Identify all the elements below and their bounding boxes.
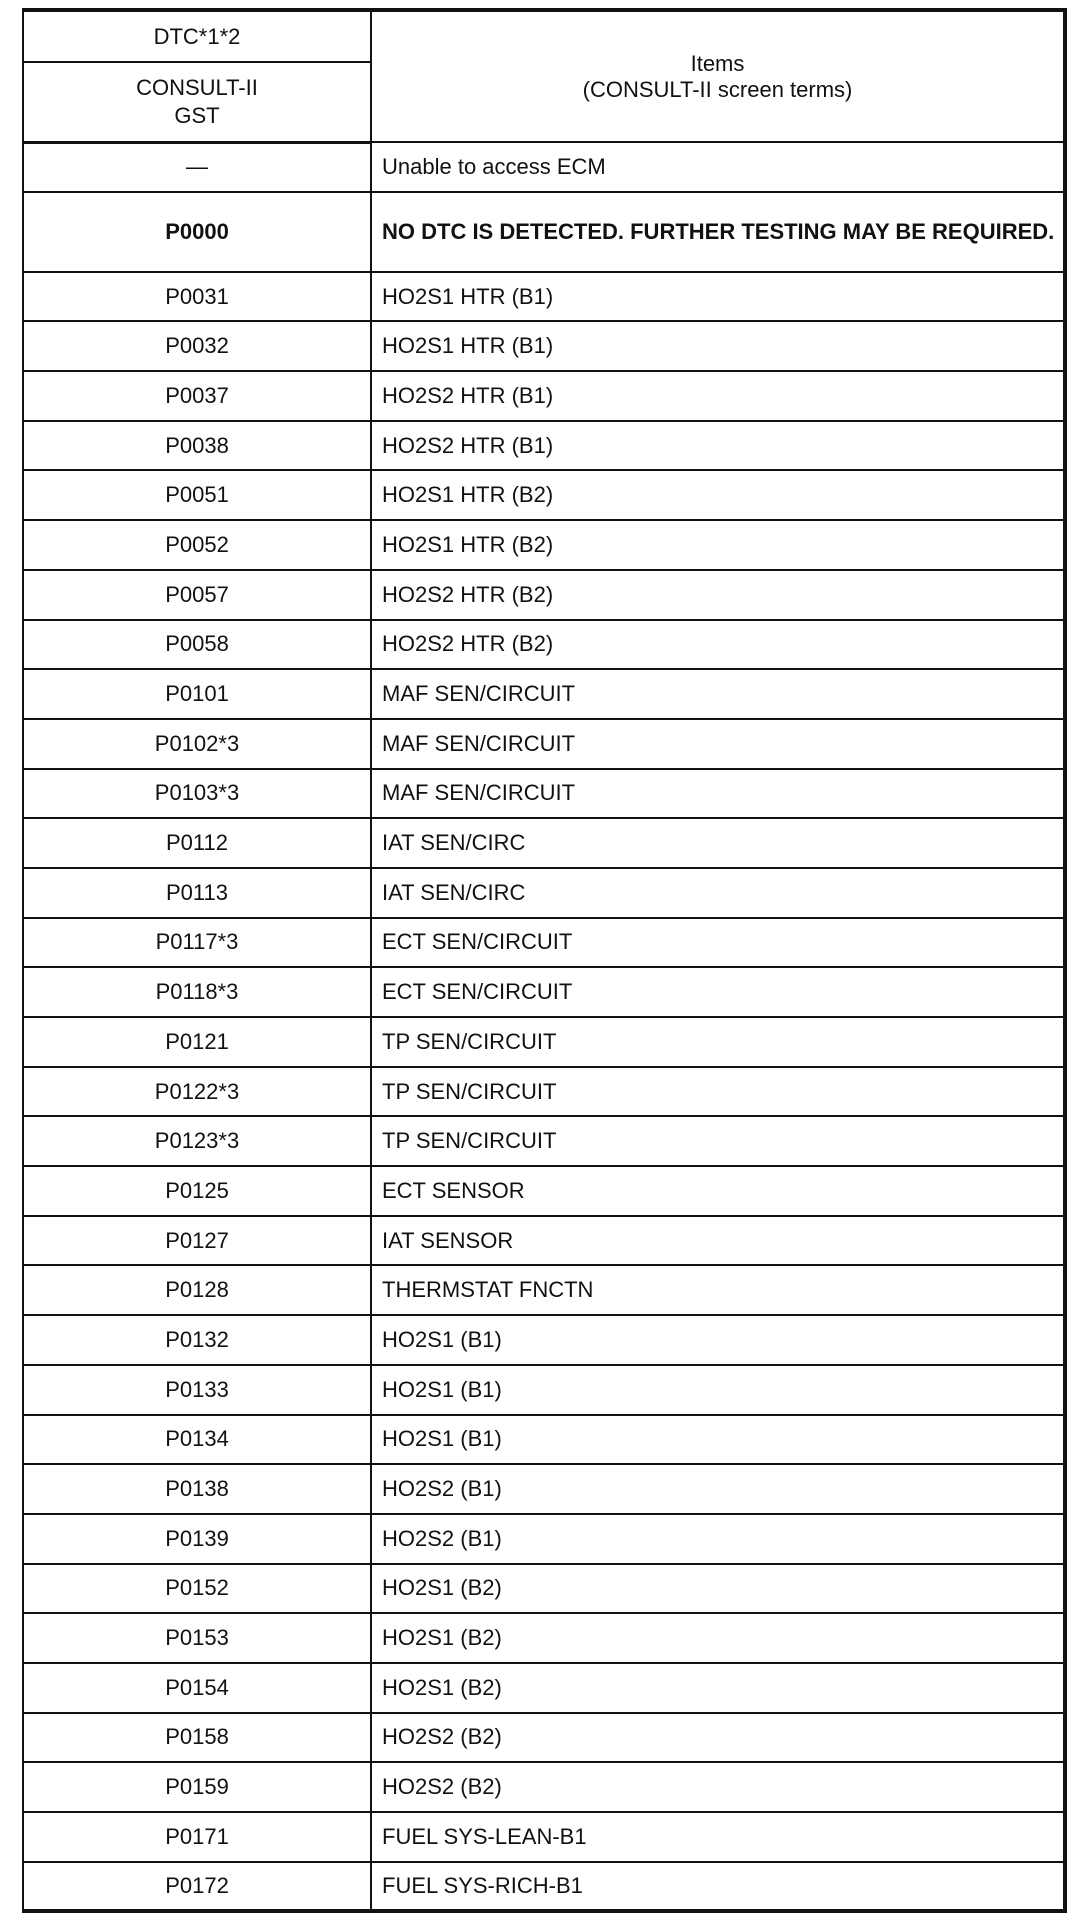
item-cell: HO2S2 HTR (B1) [371, 421, 1065, 471]
table-row [23, 421, 1065, 471]
table-row [23, 1315, 1065, 1365]
table-row [23, 470, 1065, 520]
table-row [23, 769, 1065, 819]
dtc-code-cell: P0052 [23, 520, 371, 570]
item-cell: MAF SEN/CIRCUIT [371, 769, 1065, 819]
item-cell: FUEL SYS-RICH-B1 [371, 1862, 1065, 1912]
item-cell: HO2S2 HTR (B2) [371, 570, 1065, 620]
table-row [23, 272, 1065, 322]
table-row [23, 719, 1065, 769]
dtc-code-cell: P0101 [23, 669, 371, 719]
item-cell: HO2S1 (B1) [371, 1415, 1065, 1465]
table-row [23, 669, 1065, 719]
dtc-code-cell: P0125 [23, 1166, 371, 1216]
item-cell: HO2S1 (B2) [371, 1613, 1065, 1663]
table-row [23, 1166, 1065, 1216]
dtc-code-cell: P0102*3 [23, 719, 371, 769]
table-row [23, 1812, 1065, 1862]
table-row [23, 620, 1065, 670]
table-row [23, 1514, 1065, 1564]
table-row [23, 1464, 1065, 1514]
header-dtc-label: DTC*1*2 [23, 10, 371, 62]
dtc-code-cell: P0139 [23, 1514, 371, 1564]
dtc-code-cell: P0171 [23, 1812, 371, 1862]
dtc-code-cell: P0000 [23, 192, 371, 272]
item-cell: ECT SEN/CIRCUIT [371, 967, 1065, 1017]
item-cell: Unable to access ECM [371, 142, 1065, 192]
table-row [23, 918, 1065, 968]
table-row [23, 1613, 1065, 1663]
item-cell: ECT SEN/CIRCUIT [371, 918, 1065, 968]
item-cell: HO2S1 (B1) [371, 1365, 1065, 1415]
table-row [23, 371, 1065, 421]
item-cell: HO2S1 HTR (B2) [371, 520, 1065, 570]
dtc-code-cell: P0057 [23, 570, 371, 620]
item-cell: HO2S1 HTR (B1) [371, 321, 1065, 371]
item-cell: HO2S1 (B2) [371, 1564, 1065, 1614]
dtc-code-cell: P0032 [23, 321, 371, 371]
item-cell: HO2S1 HTR (B1) [371, 272, 1065, 322]
item-cell: IAT SEN/CIRC [371, 818, 1065, 868]
table-row [23, 520, 1065, 570]
item-cell: HO2S2 (B1) [371, 1514, 1065, 1564]
table-row [23, 1116, 1065, 1166]
item-cell: HO2S1 (B2) [371, 1663, 1065, 1713]
header-row-dtc [23, 10, 1065, 62]
table-row [23, 1067, 1065, 1117]
dtc-code-cell: P0138 [23, 1464, 371, 1514]
item-cell: TP SEN/CIRCUIT [371, 1017, 1065, 1067]
header-gst-label: GST [174, 102, 220, 128]
item-cell: MAF SEN/CIRCUIT [371, 719, 1065, 769]
dtc-code-cell: P0113 [23, 868, 371, 918]
dtc-table [22, 8, 1067, 1913]
item-cell: HO2S2 (B2) [371, 1713, 1065, 1763]
table-row [23, 1216, 1065, 1266]
item-cell: TP SEN/CIRCUIT [371, 1067, 1065, 1117]
dtc-code-cell: P0121 [23, 1017, 371, 1067]
dtc-code-cell: P0134 [23, 1415, 371, 1465]
dtc-code-cell: P0038 [23, 421, 371, 471]
dtc-code-cell: P0103*3 [23, 769, 371, 819]
table-row [23, 142, 1065, 192]
dtc-code-cell: P0112 [23, 818, 371, 868]
dtc-code-cell: P0172 [23, 1862, 371, 1912]
dtc-code-cell: P0058 [23, 620, 371, 670]
table-row [23, 1564, 1065, 1614]
table-row [23, 321, 1065, 371]
table-row [23, 1017, 1065, 1067]
dtc-table-page [22, 8, 1064, 1913]
table-row [23, 967, 1065, 1017]
table-row [23, 570, 1065, 620]
table-row [23, 1713, 1065, 1763]
table-row [23, 192, 1065, 272]
header-consult [23, 62, 371, 142]
item-cell: TP SEN/CIRCUIT [371, 1116, 1065, 1166]
item-cell: NO DTC IS DETECTED. FURTHER TESTING MAY BE REQUIRED. [371, 192, 1065, 272]
table-row [23, 1762, 1065, 1812]
dtc-code-cell: P0158 [23, 1713, 371, 1763]
item-cell: HO2S1 (B1) [371, 1315, 1065, 1365]
item-cell: HO2S2 (B2) [371, 1762, 1065, 1812]
header-items-title: Items [690, 50, 745, 76]
header-items [371, 10, 1065, 142]
item-cell: THERMSTAT FNCTN [371, 1265, 1065, 1315]
dtc-code-cell: P0128 [23, 1265, 371, 1315]
dtc-code-cell: P0117*3 [23, 918, 371, 968]
dtc-code-cell: P0122*3 [23, 1067, 371, 1117]
dtc-code-cell: — [23, 142, 371, 192]
dtc-code-cell: P0037 [23, 371, 371, 421]
table-row [23, 1365, 1065, 1415]
item-cell: MAF SEN/CIRCUIT [371, 669, 1065, 719]
dtc-code-cell: P0127 [23, 1216, 371, 1266]
table-row [23, 1862, 1065, 1912]
dtc-code-cell: P0133 [23, 1365, 371, 1415]
item-cell: HO2S2 HTR (B2) [371, 620, 1065, 670]
item-cell: HO2S2 HTR (B1) [371, 371, 1065, 421]
table-row [23, 818, 1065, 868]
header-consult-label: CONSULT-II [136, 74, 258, 100]
dtc-code-cell: P0031 [23, 272, 371, 322]
table-row [23, 1663, 1065, 1713]
item-cell: ECT SENSOR [371, 1166, 1065, 1216]
item-cell: IAT SEN/CIRC [371, 868, 1065, 918]
dtc-code-cell: P0152 [23, 1564, 371, 1614]
item-cell: IAT SENSOR [371, 1216, 1065, 1266]
table-row [23, 1415, 1065, 1465]
dtc-code-cell: P0159 [23, 1762, 371, 1812]
item-cell: HO2S2 (B1) [371, 1464, 1065, 1514]
dtc-code-cell: P0132 [23, 1315, 371, 1365]
dtc-code-cell: P0123*3 [23, 1116, 371, 1166]
item-cell: FUEL SYS-LEAN-B1 [371, 1812, 1065, 1862]
table-row [23, 1265, 1065, 1315]
header-items-subtitle: (CONSULT-II screen terms) [582, 76, 853, 102]
dtc-code-cell: P0153 [23, 1613, 371, 1663]
dtc-code-cell: P0118*3 [23, 967, 371, 1017]
dtc-code-cell: P0154 [23, 1663, 371, 1713]
table-row [23, 868, 1065, 918]
item-cell: HO2S1 HTR (B2) [371, 470, 1065, 520]
dtc-code-cell: P0051 [23, 470, 371, 520]
